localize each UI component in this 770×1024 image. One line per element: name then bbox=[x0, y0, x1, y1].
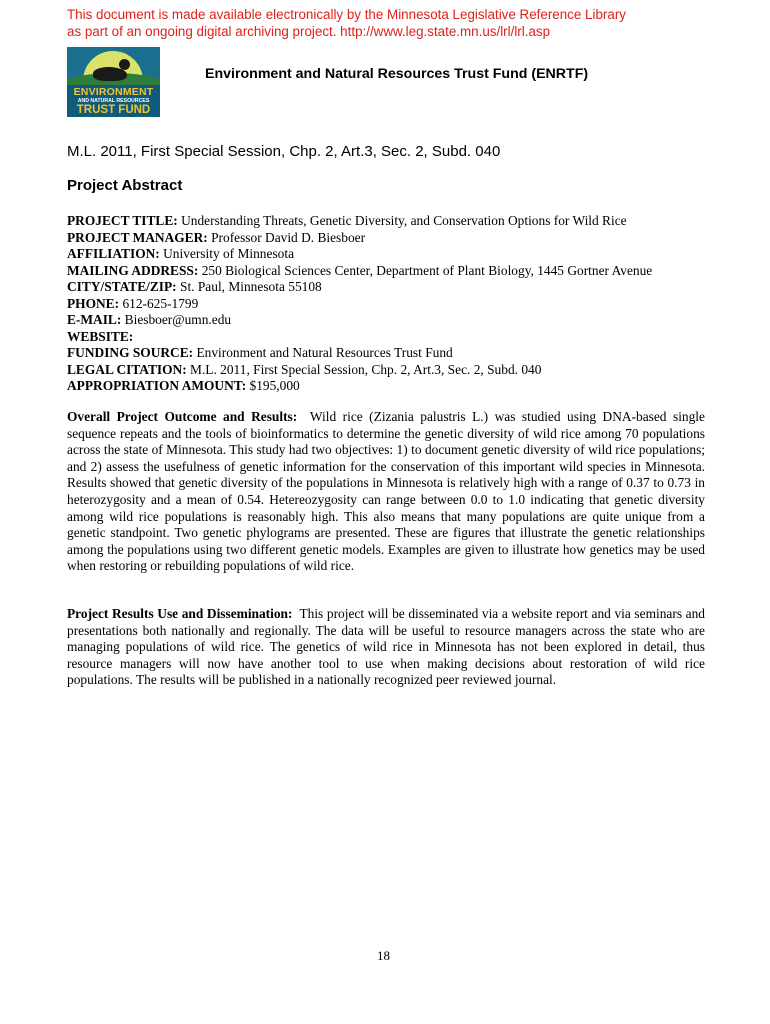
project-fields bbox=[67, 213, 707, 395]
field-label: PROJECT TITLE: bbox=[67, 213, 178, 228]
field-label: APPROPRIATION AMOUNT: bbox=[67, 378, 247, 393]
field-label: MAILING ADDRESS: bbox=[67, 262, 199, 278]
field-funding-source bbox=[67, 345, 707, 362]
logo-text-line1: ENVIRONMENT bbox=[73, 86, 154, 98]
field-appropriation-amount bbox=[67, 378, 707, 395]
logo-text-line2: AND NATURAL RESOURCES bbox=[77, 98, 150, 104]
logo-text-line3: TRUST FUND bbox=[76, 104, 151, 116]
field-value: Biesboer@umn.edu bbox=[124, 312, 232, 327]
field-value: University of Minnesota bbox=[163, 246, 295, 261]
field-mailing-address bbox=[67, 263, 707, 280]
archive-notice bbox=[67, 6, 707, 40]
field-value: $195,000 bbox=[249, 378, 300, 393]
field-project-manager bbox=[67, 230, 707, 247]
field-label: LEGAL CITATION: bbox=[67, 361, 187, 377]
fund-title: Environment and Natural Resources Trust Fund (ENRTF) bbox=[205, 66, 589, 82]
dissemination-text: This project will be disseminated via a website report and via seminars and presentations both nationally and regionally. The data will be useful to resource managers across the state who are managing populations of wild rice. The genetics of wild rice in Minnesota has not been explored in detail, thus resource managers will now have another tool to use when making decisions about restoration of wild rice populations. The results will be published in a nationally recognized peer reviewed journal. bbox=[67, 606, 705, 688]
field-project-title bbox=[67, 213, 707, 230]
field-label: PROJECT MANAGER: bbox=[67, 229, 208, 245]
field-label: CITY/STATE/ZIP: bbox=[67, 279, 177, 294]
field-value: Understanding Threats, Genetic Diversity, and Conservation Options for Wild Rice bbox=[181, 213, 627, 228]
field-city-state-zip bbox=[67, 279, 707, 296]
dissemination-paragraph bbox=[67, 606, 705, 689]
field-phone bbox=[67, 296, 707, 313]
field-value: Environment and Natural Resources Trust Fund bbox=[196, 345, 453, 360]
abstract-heading: Project Abstract bbox=[67, 177, 183, 194]
field-label: AFFILIATION: bbox=[67, 246, 160, 261]
field-legal-citation bbox=[67, 362, 707, 379]
archive-notice-line1: This document is made available electronically by the Minnesota Legislative Reference Library bbox=[67, 7, 626, 22]
field-affiliation bbox=[67, 246, 707, 263]
field-website bbox=[67, 329, 707, 346]
citation-heading: M.L. 2011, First Special Session, Chp. 2, Art.3, Sec. 2, Subd. 040 bbox=[67, 143, 501, 160]
field-value: M.L. 2011, First Special Session, Chp. 2, Art.3, Sec. 2, Subd. 040 bbox=[190, 361, 542, 377]
field-label: PHONE: bbox=[67, 295, 120, 311]
field-value: St. Paul, Minnesota 55108 bbox=[180, 279, 322, 294]
field-email bbox=[67, 312, 707, 329]
page-number: 18 bbox=[377, 948, 390, 963]
enrtf-logo bbox=[67, 47, 160, 117]
field-label: FUNDING SOURCE: bbox=[67, 345, 194, 360]
field-value: 250 Biological Sciences Center, Department of Plant Biology, 1445 Gortner Avenue bbox=[201, 262, 653, 278]
outcome-text: Wild rice (Zizania palustris L.) was studied using DNA-based single sequence repeats and the tools of bioinformatics to determine the genetic diversity of wild rice among 70 populations across the state of Minnesota. This study had two objectives: 1) to document genetic diversity of wild rice populations; and 2) assess the usefulness of genetic information for the conservation of this important wild species in Minnesota. Results showed that genetic diversity of the populations in Minnesota is relatively high with a range of 0.37 to 0.73 in heterozygosity and a mean of 0.54. Hetereozygosity can range between 0.0 to 1.0 indicating that genetic diversity among wild rice populations is reasonably high. This also means that many populations are quite unique from a genetic standpoint. Two genetic phylograms are presented. These are figures that illustrate the genetic relationships among the populations using two different genetic models. Examples are given to illustrate how genetics may be used when restoring or rebuilding populations of wild rice. bbox=[67, 409, 705, 574]
dissemination-label: Project Results Use and Dissemination: bbox=[67, 606, 293, 621]
archive-notice-line2: as part of an ongoing digital archiving project. http://www.leg.state.mn.us/lrl/lrl.asp bbox=[67, 24, 551, 39]
field-label: WEBSITE: bbox=[67, 328, 134, 344]
field-value: 612-625-1799 bbox=[122, 295, 199, 311]
field-label: E-MAIL: bbox=[67, 312, 122, 327]
outcome-label: Overall Project Outcome and Results: bbox=[67, 409, 298, 424]
field-value: Professor David D. Biesboer bbox=[211, 229, 366, 245]
outcome-paragraph bbox=[67, 409, 705, 575]
